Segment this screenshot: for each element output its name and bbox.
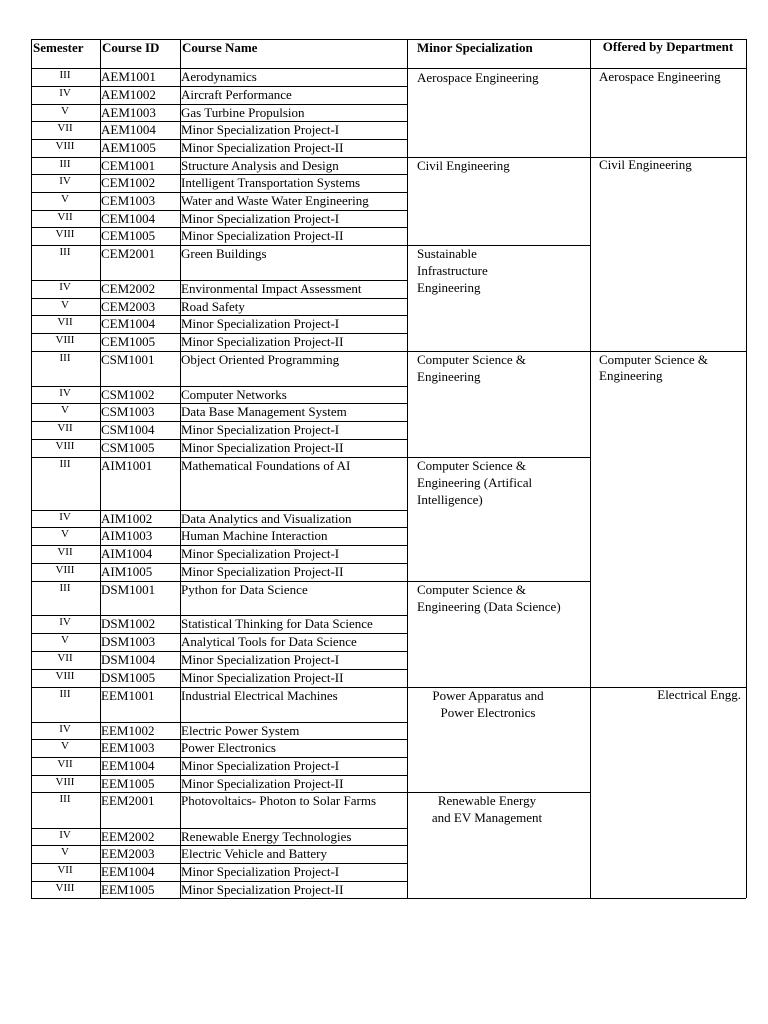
column-divider bbox=[180, 39, 181, 898]
header-minor-specialization: Minor Specialization bbox=[417, 40, 533, 55]
row-semester: III bbox=[59, 582, 71, 594]
row-course-name: Data Analytics and Visualization bbox=[181, 511, 352, 526]
row-semester: V bbox=[61, 634, 69, 646]
row-divider bbox=[31, 457, 407, 458]
row-course-name: Minor Specialization Project-I bbox=[181, 864, 340, 879]
row-divider bbox=[31, 687, 407, 688]
row-course-id: DSM1004 bbox=[101, 652, 156, 667]
minor-power-apparatus: Power Apparatus and Power Electronics bbox=[432, 688, 544, 720]
row-divider bbox=[31, 298, 407, 299]
row-semester: IV bbox=[59, 281, 71, 293]
row-divider bbox=[31, 510, 407, 511]
row-course-id: EEM2003 bbox=[101, 846, 155, 861]
row-divider bbox=[31, 210, 407, 211]
column-divider bbox=[407, 39, 408, 898]
row-course-name: Minor Specialization Project-II bbox=[181, 564, 344, 579]
row-course-name: Minor Specialization Project-I bbox=[181, 122, 340, 137]
minor-group-divider bbox=[407, 245, 590, 246]
row-course-id: AEM1003 bbox=[101, 105, 156, 120]
minor-aerospace: Aerospace Engineering bbox=[417, 70, 539, 85]
row-divider bbox=[31, 881, 407, 882]
dept-group-divider bbox=[590, 687, 746, 688]
row-divider bbox=[31, 421, 407, 422]
minor-group-divider bbox=[407, 157, 590, 158]
row-course-name: Industrial Electrical Machines bbox=[181, 688, 338, 703]
row-divider bbox=[31, 563, 407, 564]
row-semester: VIII bbox=[55, 440, 75, 452]
minor-group-divider bbox=[407, 792, 590, 793]
minor-group-divider bbox=[407, 581, 590, 582]
row-semester: V bbox=[61, 105, 69, 117]
row-divider bbox=[31, 545, 407, 546]
row-semester: V bbox=[61, 404, 69, 416]
row-course-name: Python for Data Science bbox=[181, 582, 308, 597]
row-divider bbox=[31, 192, 407, 193]
row-course-id: EEM1001 bbox=[101, 688, 155, 703]
dept-group-divider bbox=[590, 157, 746, 158]
row-course-id: AIM1004 bbox=[101, 546, 153, 561]
row-divider bbox=[31, 280, 407, 281]
row-semester: VIII bbox=[55, 564, 75, 576]
row-course-id: CEM1004 bbox=[101, 211, 156, 226]
row-course-name: Minor Specialization Project-II bbox=[181, 440, 344, 455]
row-course-name: Minor Specialization Project-II bbox=[181, 334, 344, 349]
row-course-id: DSM1003 bbox=[101, 634, 156, 649]
row-course-name: Electric Power System bbox=[181, 723, 300, 738]
row-semester: III bbox=[59, 69, 71, 81]
row-divider bbox=[31, 651, 407, 652]
row-divider bbox=[31, 245, 407, 246]
row-divider bbox=[31, 581, 407, 582]
row-course-id: CSM1001 bbox=[101, 352, 155, 367]
row-divider bbox=[31, 86, 407, 87]
column-divider bbox=[590, 39, 591, 898]
minor-renewable-ev: Renewable Energy and EV Management bbox=[431, 793, 543, 825]
row-semester: VIII bbox=[55, 776, 75, 788]
row-course-name: Aircraft Performance bbox=[181, 87, 292, 102]
row-course-id: EEM1002 bbox=[101, 723, 155, 738]
row-course-id: AEM1001 bbox=[101, 69, 156, 84]
row-semester: VIII bbox=[55, 334, 75, 346]
row-semester: III bbox=[59, 688, 71, 700]
row-divider bbox=[31, 104, 407, 105]
row-course-name: Electric Vehicle and Battery bbox=[181, 846, 327, 861]
row-semester: VIII bbox=[55, 228, 75, 240]
row-divider bbox=[31, 227, 407, 228]
row-course-name: Renewable Energy Technologies bbox=[181, 829, 352, 844]
header-divider bbox=[31, 68, 407, 69]
row-semester: IV bbox=[59, 87, 71, 99]
row-semester: V bbox=[61, 193, 69, 205]
row-semester: III bbox=[59, 793, 71, 805]
row-course-id: CSM1004 bbox=[101, 422, 155, 437]
minor-header-divider bbox=[407, 68, 590, 69]
row-course-id: CSM1005 bbox=[101, 440, 155, 455]
row-divider bbox=[31, 845, 407, 846]
row-semester: V bbox=[61, 740, 69, 752]
dept-group-divider bbox=[590, 68, 746, 69]
row-course-name: Computer Networks bbox=[181, 387, 287, 402]
table-top-border bbox=[31, 39, 746, 40]
row-course-id: CEM2003 bbox=[101, 299, 156, 314]
row-semester: IV bbox=[59, 829, 71, 841]
row-course-name: Minor Specialization Project-I bbox=[181, 316, 340, 331]
row-course-id: DSM1005 bbox=[101, 670, 156, 685]
row-course-name: Minor Specialization Project-II bbox=[181, 882, 344, 897]
row-semester: VII bbox=[57, 122, 73, 134]
row-course-id: EEM1003 bbox=[101, 740, 155, 755]
row-divider bbox=[31, 174, 407, 175]
row-course-id: AIM1003 bbox=[101, 528, 153, 543]
row-course-name: Road Safety bbox=[181, 299, 245, 314]
header-course-id: Course ID bbox=[102, 40, 160, 55]
row-divider bbox=[31, 386, 407, 387]
row-divider bbox=[31, 863, 407, 864]
row-semester: III bbox=[59, 246, 71, 258]
row-course-id: AIM1001 bbox=[101, 458, 153, 473]
minor-cse: Computer Science & Engineering bbox=[417, 352, 527, 384]
minor-group-divider bbox=[407, 457, 590, 458]
row-course-name: Minor Specialization Project-II bbox=[181, 670, 344, 685]
row-semester: IV bbox=[59, 616, 71, 628]
row-course-id: CSM1003 bbox=[101, 404, 155, 419]
row-semester: VII bbox=[57, 211, 73, 223]
row-semester: III bbox=[59, 458, 71, 470]
row-course-name: Minor Specialization Project-II bbox=[181, 228, 344, 243]
row-course-name: Minor Specialization Project-II bbox=[181, 776, 344, 791]
row-divider bbox=[31, 828, 407, 829]
row-semester: VII bbox=[57, 652, 73, 664]
row-course-name: Object Oriented Programming bbox=[181, 352, 340, 367]
row-course-id: EEM1004 bbox=[101, 758, 155, 773]
row-semester: III bbox=[59, 158, 71, 170]
row-course-id: EEM1004 bbox=[101, 864, 155, 879]
row-course-name: Mathematical Foundations of AI bbox=[181, 458, 351, 473]
row-course-id: AEM1005 bbox=[101, 140, 156, 155]
row-divider bbox=[31, 351, 407, 352]
row-course-name: Statistical Thinking for Data Science bbox=[181, 616, 373, 631]
row-semester: VIII bbox=[55, 882, 75, 894]
row-semester: VII bbox=[57, 546, 73, 558]
table-bottom-border bbox=[31, 898, 746, 899]
column-divider bbox=[100, 39, 101, 898]
row-semester: IV bbox=[59, 511, 71, 523]
row-course-name: Minor Specialization Project-I bbox=[181, 422, 340, 437]
row-course-name: Green Buildings bbox=[181, 246, 267, 261]
row-course-name: Data Base Management System bbox=[181, 404, 347, 419]
minor-civil: Civil Engineering bbox=[417, 158, 510, 173]
row-divider bbox=[31, 121, 407, 122]
row-divider bbox=[31, 439, 407, 440]
row-divider bbox=[31, 157, 407, 158]
row-course-id: DSM1002 bbox=[101, 616, 156, 631]
row-semester: III bbox=[59, 352, 71, 364]
row-course-id: CEM2002 bbox=[101, 281, 156, 296]
row-course-name: Gas Turbine Propulsion bbox=[181, 105, 305, 120]
row-course-name: Minor Specialization Project-I bbox=[181, 546, 340, 561]
row-semester: IV bbox=[59, 723, 71, 735]
row-course-name: Analytical Tools for Data Science bbox=[181, 634, 357, 649]
row-course-name: Aerodynamics bbox=[181, 69, 257, 84]
row-course-id: CEM1005 bbox=[101, 334, 156, 349]
row-course-id: EEM2001 bbox=[101, 793, 155, 808]
row-semester: VIII bbox=[55, 670, 75, 682]
row-semester: IV bbox=[59, 387, 71, 399]
row-course-id: EEM1005 bbox=[101, 882, 155, 897]
row-course-id: CEM1001 bbox=[101, 158, 156, 173]
row-divider bbox=[31, 757, 407, 758]
row-course-id: AIM1002 bbox=[101, 511, 153, 526]
row-course-id: CEM1002 bbox=[101, 175, 156, 190]
row-semester: V bbox=[61, 528, 69, 540]
row-divider bbox=[31, 722, 407, 723]
minor-sustainable-infrastructure: Sustainable Infrastructure Engineering bbox=[417, 246, 488, 295]
row-semester: VII bbox=[57, 758, 73, 770]
row-divider bbox=[31, 775, 407, 776]
row-divider bbox=[31, 669, 407, 670]
row-course-id: EEM2002 bbox=[101, 829, 155, 844]
row-course-name: Minor Specialization Project-I bbox=[181, 758, 340, 773]
row-divider bbox=[31, 403, 407, 404]
dept-cse: Computer Science & Engineering bbox=[599, 352, 709, 383]
minor-group-divider bbox=[407, 687, 590, 688]
row-divider bbox=[31, 792, 407, 793]
row-semester: IV bbox=[59, 175, 71, 187]
row-semester: VII bbox=[57, 316, 73, 328]
dept-civil: Civil Engineering bbox=[599, 157, 692, 172]
minor-cse-ai: Computer Science & Engineering (Artifical Intelligence) bbox=[417, 458, 533, 507]
row-course-id: AEM1002 bbox=[101, 87, 156, 102]
row-course-id: AEM1004 bbox=[101, 122, 156, 137]
row-course-id: CEM1003 bbox=[101, 193, 156, 208]
row-divider bbox=[31, 139, 407, 140]
row-course-name: Water and Waste Water Engineering bbox=[181, 193, 369, 208]
row-course-name: Photovoltaics- Photon to Solar Farms bbox=[181, 793, 376, 808]
row-course-id: EEM1005 bbox=[101, 776, 155, 791]
row-divider bbox=[31, 739, 407, 740]
dept-group-divider bbox=[590, 351, 746, 352]
header-course-name: Course Name bbox=[182, 40, 258, 55]
row-course-name: Power Electronics bbox=[181, 740, 276, 755]
dept-electrical: Electrical Engg. bbox=[657, 687, 741, 702]
row-semester: V bbox=[61, 299, 69, 311]
row-divider bbox=[31, 633, 407, 634]
row-semester: V bbox=[61, 846, 69, 858]
row-course-id: AIM1005 bbox=[101, 564, 153, 579]
row-course-name: Structure Analysis and Design bbox=[181, 158, 339, 173]
row-course-id: CSM1002 bbox=[101, 387, 155, 402]
row-semester: VII bbox=[57, 422, 73, 434]
row-course-name: Environmental Impact Assessment bbox=[181, 281, 362, 296]
row-course-name: Minor Specialization Project-I bbox=[181, 211, 340, 226]
row-course-name: Minor Specialization Project-I bbox=[181, 652, 340, 667]
row-course-name: Intelligent Transportation Systems bbox=[181, 175, 361, 190]
row-course-id: CEM2001 bbox=[101, 246, 156, 261]
row-course-id: DSM1001 bbox=[101, 582, 156, 597]
header-offered-by: Offered by Department bbox=[602, 39, 734, 54]
row-course-id: CEM1004 bbox=[101, 316, 156, 331]
minor-group-divider bbox=[407, 351, 590, 352]
row-semester: VII bbox=[57, 864, 73, 876]
row-divider bbox=[31, 615, 407, 616]
row-course-name: Human Machine Interaction bbox=[181, 528, 328, 543]
row-course-id: CEM1005 bbox=[101, 228, 156, 243]
row-course-name: Minor Specialization Project-II bbox=[181, 140, 344, 155]
row-divider bbox=[31, 315, 407, 316]
row-semester: VIII bbox=[55, 140, 75, 152]
dept-aerospace: Aerospace Engineering bbox=[599, 69, 721, 84]
header-semester: Semester bbox=[33, 40, 84, 55]
row-divider bbox=[31, 527, 407, 528]
minor-cse-ds: Computer Science & Engineering (Data Science) bbox=[417, 582, 561, 614]
row-divider bbox=[31, 333, 407, 334]
table-right-border bbox=[746, 39, 747, 898]
table-left-border bbox=[31, 39, 32, 898]
